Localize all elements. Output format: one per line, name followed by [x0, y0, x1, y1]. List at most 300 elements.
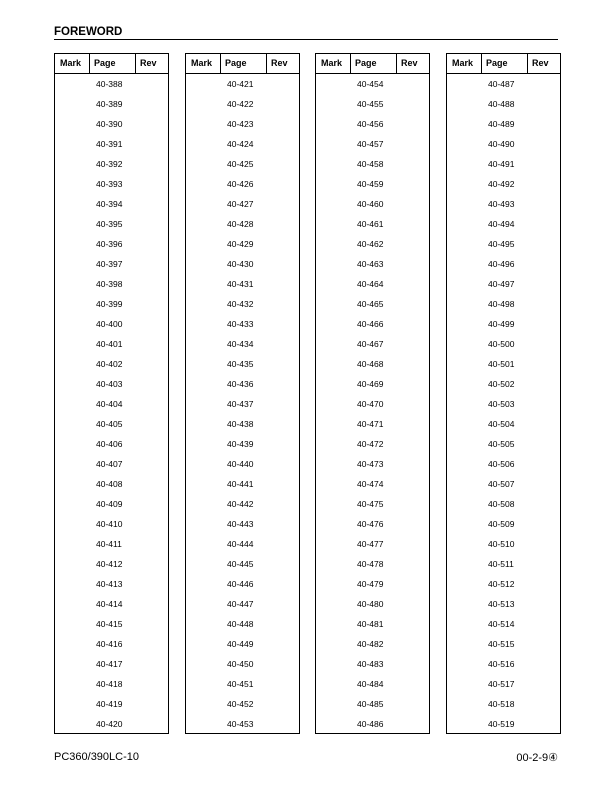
page-number-cell: 40-518: [488, 699, 515, 709]
page-number-cell: 40-517: [488, 679, 515, 689]
page-number-cell: 40-479: [357, 579, 384, 589]
table-row: [186, 554, 299, 574]
page-number-cell: 40-442: [227, 499, 254, 509]
table-row: [316, 74, 429, 94]
table-row: [55, 214, 168, 234]
page-number-cell: 40-447: [227, 599, 254, 609]
page-number-cell: 40-402: [96, 359, 123, 369]
page-number-cell: 40-431: [227, 279, 254, 289]
table-row: [447, 274, 560, 294]
table-row: [316, 694, 429, 714]
table-row: [186, 514, 299, 534]
table-body: [55, 74, 168, 734]
page-number-cell: 40-463: [357, 259, 384, 269]
table-row: [316, 114, 429, 134]
table-row: [186, 674, 299, 694]
page-number-cell: 40-504: [488, 419, 515, 429]
table-row: [55, 534, 168, 554]
table-row: [316, 154, 429, 174]
page-number-cell: 40-460: [357, 199, 384, 209]
title-rule: [54, 39, 558, 40]
revision-table-2: [185, 53, 300, 734]
table-row: [447, 134, 560, 154]
page-number-cell: 40-483: [357, 659, 384, 669]
table-row: [447, 454, 560, 474]
page-number-cell: 40-436: [227, 379, 254, 389]
page-number-cell: 40-398: [96, 279, 123, 289]
table-row: [447, 234, 560, 254]
page-number-cell: 40-449: [227, 639, 254, 649]
header-page: Page: [486, 58, 508, 68]
column-divider: [220, 54, 221, 74]
page-number-cell: 40-433: [227, 319, 254, 329]
page-number-cell: 40-399: [96, 299, 123, 309]
page-number-cell: 40-394: [96, 199, 123, 209]
table-row: [316, 574, 429, 594]
table-row: [316, 494, 429, 514]
page-number-cell: 40-519: [488, 719, 515, 729]
page-number-cell: 40-430: [227, 259, 254, 269]
page-number-cell: 40-512: [488, 579, 515, 589]
table-row: [55, 234, 168, 254]
page-number-cell: 40-411: [96, 539, 122, 549]
table-row: [55, 614, 168, 634]
table-row: [316, 714, 429, 734]
page-number-cell: 40-416: [96, 639, 123, 649]
page-number-cell: 40-477: [357, 539, 384, 549]
table-body: [316, 74, 429, 734]
page-number-cell: 40-499: [488, 319, 515, 329]
table-row: [316, 254, 429, 274]
table-row: [55, 174, 168, 194]
page-number-cell: 40-510: [488, 539, 515, 549]
table-row: [186, 254, 299, 274]
table-row: [316, 194, 429, 214]
page-number-cell: 40-478: [357, 559, 384, 569]
page-number-cell: 40-443: [227, 519, 254, 529]
table-header: [316, 54, 429, 74]
table-row: [186, 634, 299, 654]
page-number-cell: 40-427: [227, 199, 254, 209]
table-row: [186, 574, 299, 594]
page-number-cell: 40-397: [96, 259, 123, 269]
table-row: [447, 674, 560, 694]
table-row: [186, 294, 299, 314]
table-row: [316, 174, 429, 194]
footer-model: PC360/390LC-10: [54, 751, 140, 763]
page-number-cell: 40-492: [488, 179, 515, 189]
page-number-cell: 40-432: [227, 299, 254, 309]
page-number-cell: 40-400: [96, 319, 123, 329]
table-row: [55, 574, 168, 594]
page-number-cell: 40-465: [357, 299, 384, 309]
table-row: [447, 574, 560, 594]
page-number-cell: 40-451: [227, 679, 254, 689]
table-row: [186, 334, 299, 354]
page-number-cell: 40-484: [357, 679, 384, 689]
table-row: [55, 454, 168, 474]
revision-table-1: [54, 53, 169, 734]
page-number-cell: 40-476: [357, 519, 384, 529]
table-row: [316, 234, 429, 254]
page-number-cell: 40-440: [227, 459, 254, 469]
table-row: [186, 654, 299, 674]
table-row: [186, 134, 299, 154]
page-number-cell: 40-393: [96, 179, 123, 189]
page-number-cell: 40-497: [488, 279, 515, 289]
table-row: [447, 474, 560, 494]
page-number-cell: 40-446: [227, 579, 254, 589]
table-row: [55, 434, 168, 454]
table-row: [186, 714, 299, 734]
page-number-cell: 40-423: [227, 119, 254, 129]
table-row: [55, 314, 168, 334]
table-row: [316, 614, 429, 634]
column-divider: [396, 54, 397, 74]
page-number-cell: 40-426: [227, 179, 254, 189]
page-number-cell: 40-437: [227, 399, 254, 409]
table-row: [447, 554, 560, 574]
page-number-cell: 40-468: [357, 359, 384, 369]
table-row: [316, 294, 429, 314]
table-header: [447, 54, 560, 74]
table-row: [447, 74, 560, 94]
page-number-cell: 40-480: [357, 599, 384, 609]
page-number-cell: 40-495: [488, 239, 515, 249]
table-row: [447, 254, 560, 274]
table-row: [186, 414, 299, 434]
page-number-cell: 40-391: [96, 139, 123, 149]
table-body: [186, 74, 299, 734]
header-page: Page: [355, 58, 377, 68]
page-number-cell: 40-438: [227, 419, 254, 429]
table-row: [55, 114, 168, 134]
table-row: [55, 254, 168, 274]
table-row: [55, 494, 168, 514]
page-title: FOREWORD: [54, 26, 123, 38]
table-row: [447, 614, 560, 634]
table-row: [55, 74, 168, 94]
table-row: [55, 334, 168, 354]
page-number-cell: 40-408: [96, 479, 123, 489]
table-row: [447, 174, 560, 194]
page-number-cell: 40-488: [488, 99, 515, 109]
page-number-cell: 40-413: [96, 579, 123, 589]
table-row: [447, 314, 560, 334]
page-number-cell: 40-494: [488, 219, 515, 229]
table-row: [55, 354, 168, 374]
page-number-cell: 40-474: [357, 479, 384, 489]
page-number-cell: 40-498: [488, 299, 515, 309]
table-row: [447, 594, 560, 614]
table-row: [55, 474, 168, 494]
table-header: [186, 54, 299, 74]
page-number-cell: 40-472: [357, 439, 384, 449]
page-number-cell: 40-404: [96, 399, 123, 409]
page-number-cell: 40-388: [96, 79, 123, 89]
revision-table-4: [446, 53, 561, 734]
page-number-cell: 40-490: [488, 139, 515, 149]
table-row: [316, 334, 429, 354]
table-row: [186, 454, 299, 474]
table-row: [316, 534, 429, 554]
page-number-cell: 40-421: [227, 79, 254, 89]
table-row: [186, 534, 299, 554]
table-row: [186, 214, 299, 234]
table-row: [316, 594, 429, 614]
table-row: [316, 554, 429, 574]
page-number-cell: 40-456: [357, 119, 384, 129]
page-number-cell: 40-503: [488, 399, 515, 409]
header-rev: Rev: [532, 58, 549, 68]
table-row: [55, 414, 168, 434]
page-number-cell: 40-482: [357, 639, 384, 649]
page-number-cell: 40-485: [357, 699, 384, 709]
table-row: [447, 434, 560, 454]
page-number-cell: 40-491: [488, 159, 515, 169]
table-row: [447, 374, 560, 394]
table-row: [316, 474, 429, 494]
table-row: [186, 354, 299, 374]
table-row: [55, 714, 168, 734]
page-number-cell: 40-511: [488, 559, 514, 569]
table-row: [316, 454, 429, 474]
page-number-cell: 40-422: [227, 99, 254, 109]
table-row: [316, 374, 429, 394]
page-number-cell: 40-403: [96, 379, 123, 389]
page-number-cell: 40-425: [227, 159, 254, 169]
table-row: [447, 354, 560, 374]
table-row: [316, 634, 429, 654]
table-row: [447, 494, 560, 514]
table-row: [186, 274, 299, 294]
page-number-cell: 40-496: [488, 259, 515, 269]
page-number-cell: 40-406: [96, 439, 123, 449]
page-number-cell: 40-401: [96, 339, 123, 349]
page-number-cell: 40-514: [488, 619, 515, 629]
page-number-cell: 40-469: [357, 379, 384, 389]
table-row: [55, 394, 168, 414]
table-row: [447, 214, 560, 234]
page-number-cell: 40-441: [227, 479, 254, 489]
page-number-cell: 40-457: [357, 139, 384, 149]
table-row: [447, 94, 560, 114]
page-number-cell: 40-466: [357, 319, 384, 329]
table-row: [316, 94, 429, 114]
table-row: [186, 474, 299, 494]
table-row: [55, 694, 168, 714]
table-row: [186, 594, 299, 614]
page-number-cell: 40-502: [488, 379, 515, 389]
table-row: [447, 714, 560, 734]
page-number-cell: 40-481: [357, 619, 384, 629]
page-number-cell: 40-412: [96, 559, 123, 569]
table-row: [447, 194, 560, 214]
column-divider: [266, 54, 267, 74]
page-number-cell: 40-508: [488, 499, 515, 509]
page-number-cell: 40-462: [357, 239, 384, 249]
table-row: [55, 654, 168, 674]
page-number-cell: 40-501: [488, 359, 515, 369]
table-row: [447, 634, 560, 654]
page-number-cell: 40-473: [357, 459, 384, 469]
table-row: [447, 154, 560, 174]
page-number-cell: 40-455: [357, 99, 384, 109]
table-row: [316, 274, 429, 294]
page-number-cell: 40-407: [96, 459, 123, 469]
table-row: [186, 434, 299, 454]
column-divider: [135, 54, 136, 74]
header-mark: Mark: [452, 58, 474, 68]
page-number-cell: 40-458: [357, 159, 384, 169]
table-row: [186, 154, 299, 174]
page-number-cell: 40-464: [357, 279, 384, 289]
page-number-cell: 40-390: [96, 119, 123, 129]
page-number-cell: 40-418: [96, 679, 123, 689]
page-number-cell: 40-470: [357, 399, 384, 409]
table-row: [316, 514, 429, 534]
table-row: [186, 494, 299, 514]
table-row: [447, 334, 560, 354]
table-row: [55, 374, 168, 394]
page-number-cell: 40-429: [227, 239, 254, 249]
header-page: Page: [225, 58, 247, 68]
page-number-cell: 40-444: [227, 539, 254, 549]
page-number-cell: 40-395: [96, 219, 123, 229]
page-number-cell: 40-467: [357, 339, 384, 349]
table-row: [55, 194, 168, 214]
page-number-cell: 40-507: [488, 479, 515, 489]
column-divider: [527, 54, 528, 74]
table-row: [186, 94, 299, 114]
header-rev: Rev: [271, 58, 288, 68]
table-row: [186, 374, 299, 394]
table-row: [316, 134, 429, 154]
table-row: [447, 514, 560, 534]
page-number-cell: 40-434: [227, 339, 254, 349]
table-row: [316, 674, 429, 694]
page-number-cell: 40-435: [227, 359, 254, 369]
page-number-cell: 40-489: [488, 119, 515, 129]
page-number-cell: 40-445: [227, 559, 254, 569]
table-header: [55, 54, 168, 74]
table-row: [186, 694, 299, 714]
table-row: [447, 694, 560, 714]
page-number-cell: 40-415: [96, 619, 123, 629]
page-number-cell: 40-450: [227, 659, 254, 669]
table-row: [447, 654, 560, 674]
page-number-cell: 40-414: [96, 599, 123, 609]
table-row: [55, 94, 168, 114]
page-number-cell: 40-516: [488, 659, 515, 669]
table-row: [316, 654, 429, 674]
table-row: [316, 414, 429, 434]
page-number-cell: 40-419: [96, 699, 123, 709]
page-number-cell: 40-471: [357, 419, 384, 429]
header-rev: Rev: [140, 58, 157, 68]
page-number-cell: 40-410: [96, 519, 123, 529]
table-row: [55, 274, 168, 294]
column-divider: [350, 54, 351, 74]
table-row: [55, 674, 168, 694]
table-row: [447, 394, 560, 414]
table-row: [55, 634, 168, 654]
page-number-cell: 40-454: [357, 79, 384, 89]
page-number-cell: 40-475: [357, 499, 384, 509]
page-number-cell: 40-513: [488, 599, 515, 609]
header-mark: Mark: [60, 58, 82, 68]
page-number-cell: 40-409: [96, 499, 123, 509]
page-number-cell: 40-389: [96, 99, 123, 109]
page-number-cell: 40-396: [96, 239, 123, 249]
page-number-cell: 40-509: [488, 519, 515, 529]
page-number-cell: 40-505: [488, 439, 515, 449]
table-row: [55, 154, 168, 174]
table-row: [55, 294, 168, 314]
page-number-cell: 40-428: [227, 219, 254, 229]
table-row: [316, 214, 429, 234]
table-row: [55, 594, 168, 614]
page-number-cell: 40-439: [227, 439, 254, 449]
page-number-cell: 40-500: [488, 339, 515, 349]
table-row: [186, 174, 299, 194]
page-number-cell: 40-493: [488, 199, 515, 209]
revision-table-3: [315, 53, 430, 734]
page-number-cell: 40-453: [227, 719, 254, 729]
page-number-cell: 40-424: [227, 139, 254, 149]
table-row: [55, 514, 168, 534]
table-row: [186, 234, 299, 254]
table-row: [316, 394, 429, 414]
table-row: [186, 314, 299, 334]
page-number-cell: 40-459: [357, 179, 384, 189]
page-number-cell: 40-515: [488, 639, 515, 649]
table-row: [186, 74, 299, 94]
footer-page-number: 00-2-9④: [516, 752, 558, 764]
table-row: [447, 414, 560, 434]
page-number-cell: 40-486: [357, 719, 384, 729]
page-number-cell: 40-452: [227, 699, 254, 709]
table-row: [316, 354, 429, 374]
table-row: [55, 134, 168, 154]
table-row: [186, 394, 299, 414]
column-divider: [89, 54, 90, 74]
table-row: [447, 534, 560, 554]
page-number-cell: 40-487: [488, 79, 515, 89]
header-mark: Mark: [191, 58, 213, 68]
table-row: [186, 614, 299, 634]
table-row: [447, 294, 560, 314]
table-row: [186, 114, 299, 134]
page-number-cell: 40-448: [227, 619, 254, 629]
header-mark: Mark: [321, 58, 343, 68]
page-number-cell: 40-405: [96, 419, 123, 429]
page-number-cell: 40-506: [488, 459, 515, 469]
column-divider: [481, 54, 482, 74]
table-row: [316, 314, 429, 334]
page-number-cell: 40-461: [357, 219, 384, 229]
header-page: Page: [94, 58, 116, 68]
page-number-cell: 40-420: [96, 719, 123, 729]
table-body: [447, 74, 560, 734]
page-number-cell: 40-392: [96, 159, 123, 169]
table-row: [447, 114, 560, 134]
header-rev: Rev: [401, 58, 418, 68]
table-row: [186, 194, 299, 214]
page-number-cell: 40-417: [96, 659, 123, 669]
table-row: [316, 434, 429, 454]
table-row: [55, 554, 168, 574]
